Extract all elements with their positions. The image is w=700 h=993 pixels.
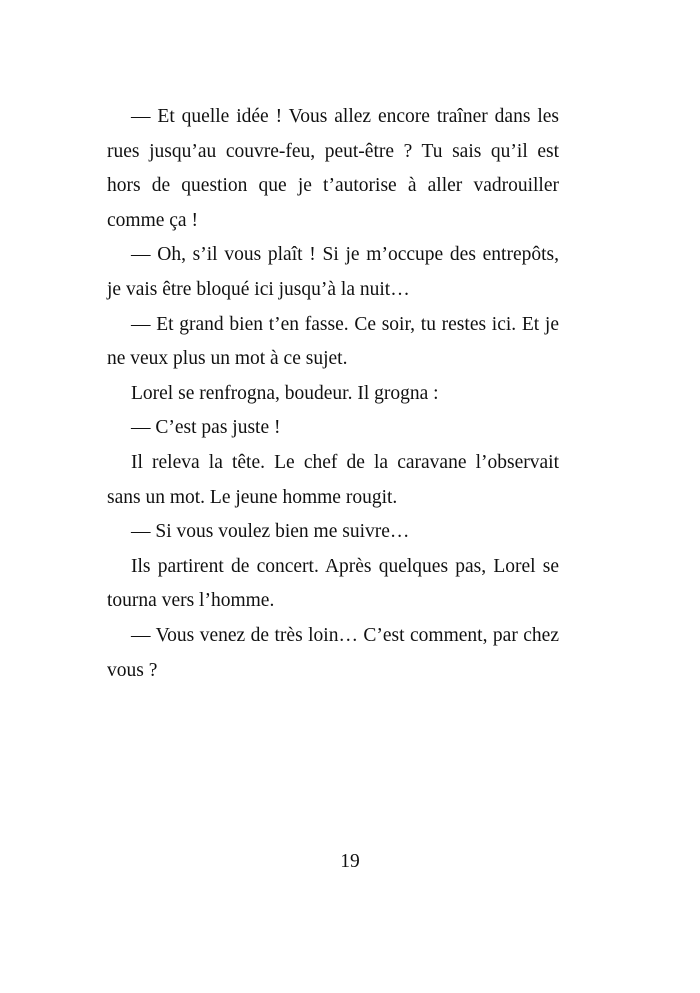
page-number: 19 xyxy=(340,851,360,872)
paragraph-4: Lorel se renfrogna, boudeur. Il grogna : xyxy=(131,382,439,404)
paragraph-7: — Si vous voulez bien me suivre… xyxy=(131,521,410,543)
body-text xyxy=(107,100,559,688)
paragraph-1: — Et quelle idée ! Vous allez encore traîner dans les rues jusqu’au couvre-feu, peut-être ? Tu sais qu’il est hors de question que je t’autorise à aller vadrouiller comme ça ! xyxy=(107,106,559,231)
paragraph-6: Il releva la tête. Le chef de la caravane l’observait sans un mot. Le jeune homme rougit. xyxy=(107,451,559,508)
paragraph-2: — Oh, s’il vous plaît ! Si je m’occupe des entrepôts, je vais être bloqué ici jusqu’à la nuit… xyxy=(107,244,559,300)
paragraph-3: — Et grand bien t’en fasse. Ce soir, tu restes ici. Et je ne veux plus un mot à ce sujet. xyxy=(107,313,559,370)
paragraph-8: Ils partirent de concert. Après quelques pas, Lorel se tourna vers l’homme. xyxy=(107,555,559,612)
paragraph-9: — Vous venez de très loin… C’est comment, par chez vous ? xyxy=(107,624,559,681)
paragraph-5: — C’est pas juste ! xyxy=(131,417,281,439)
